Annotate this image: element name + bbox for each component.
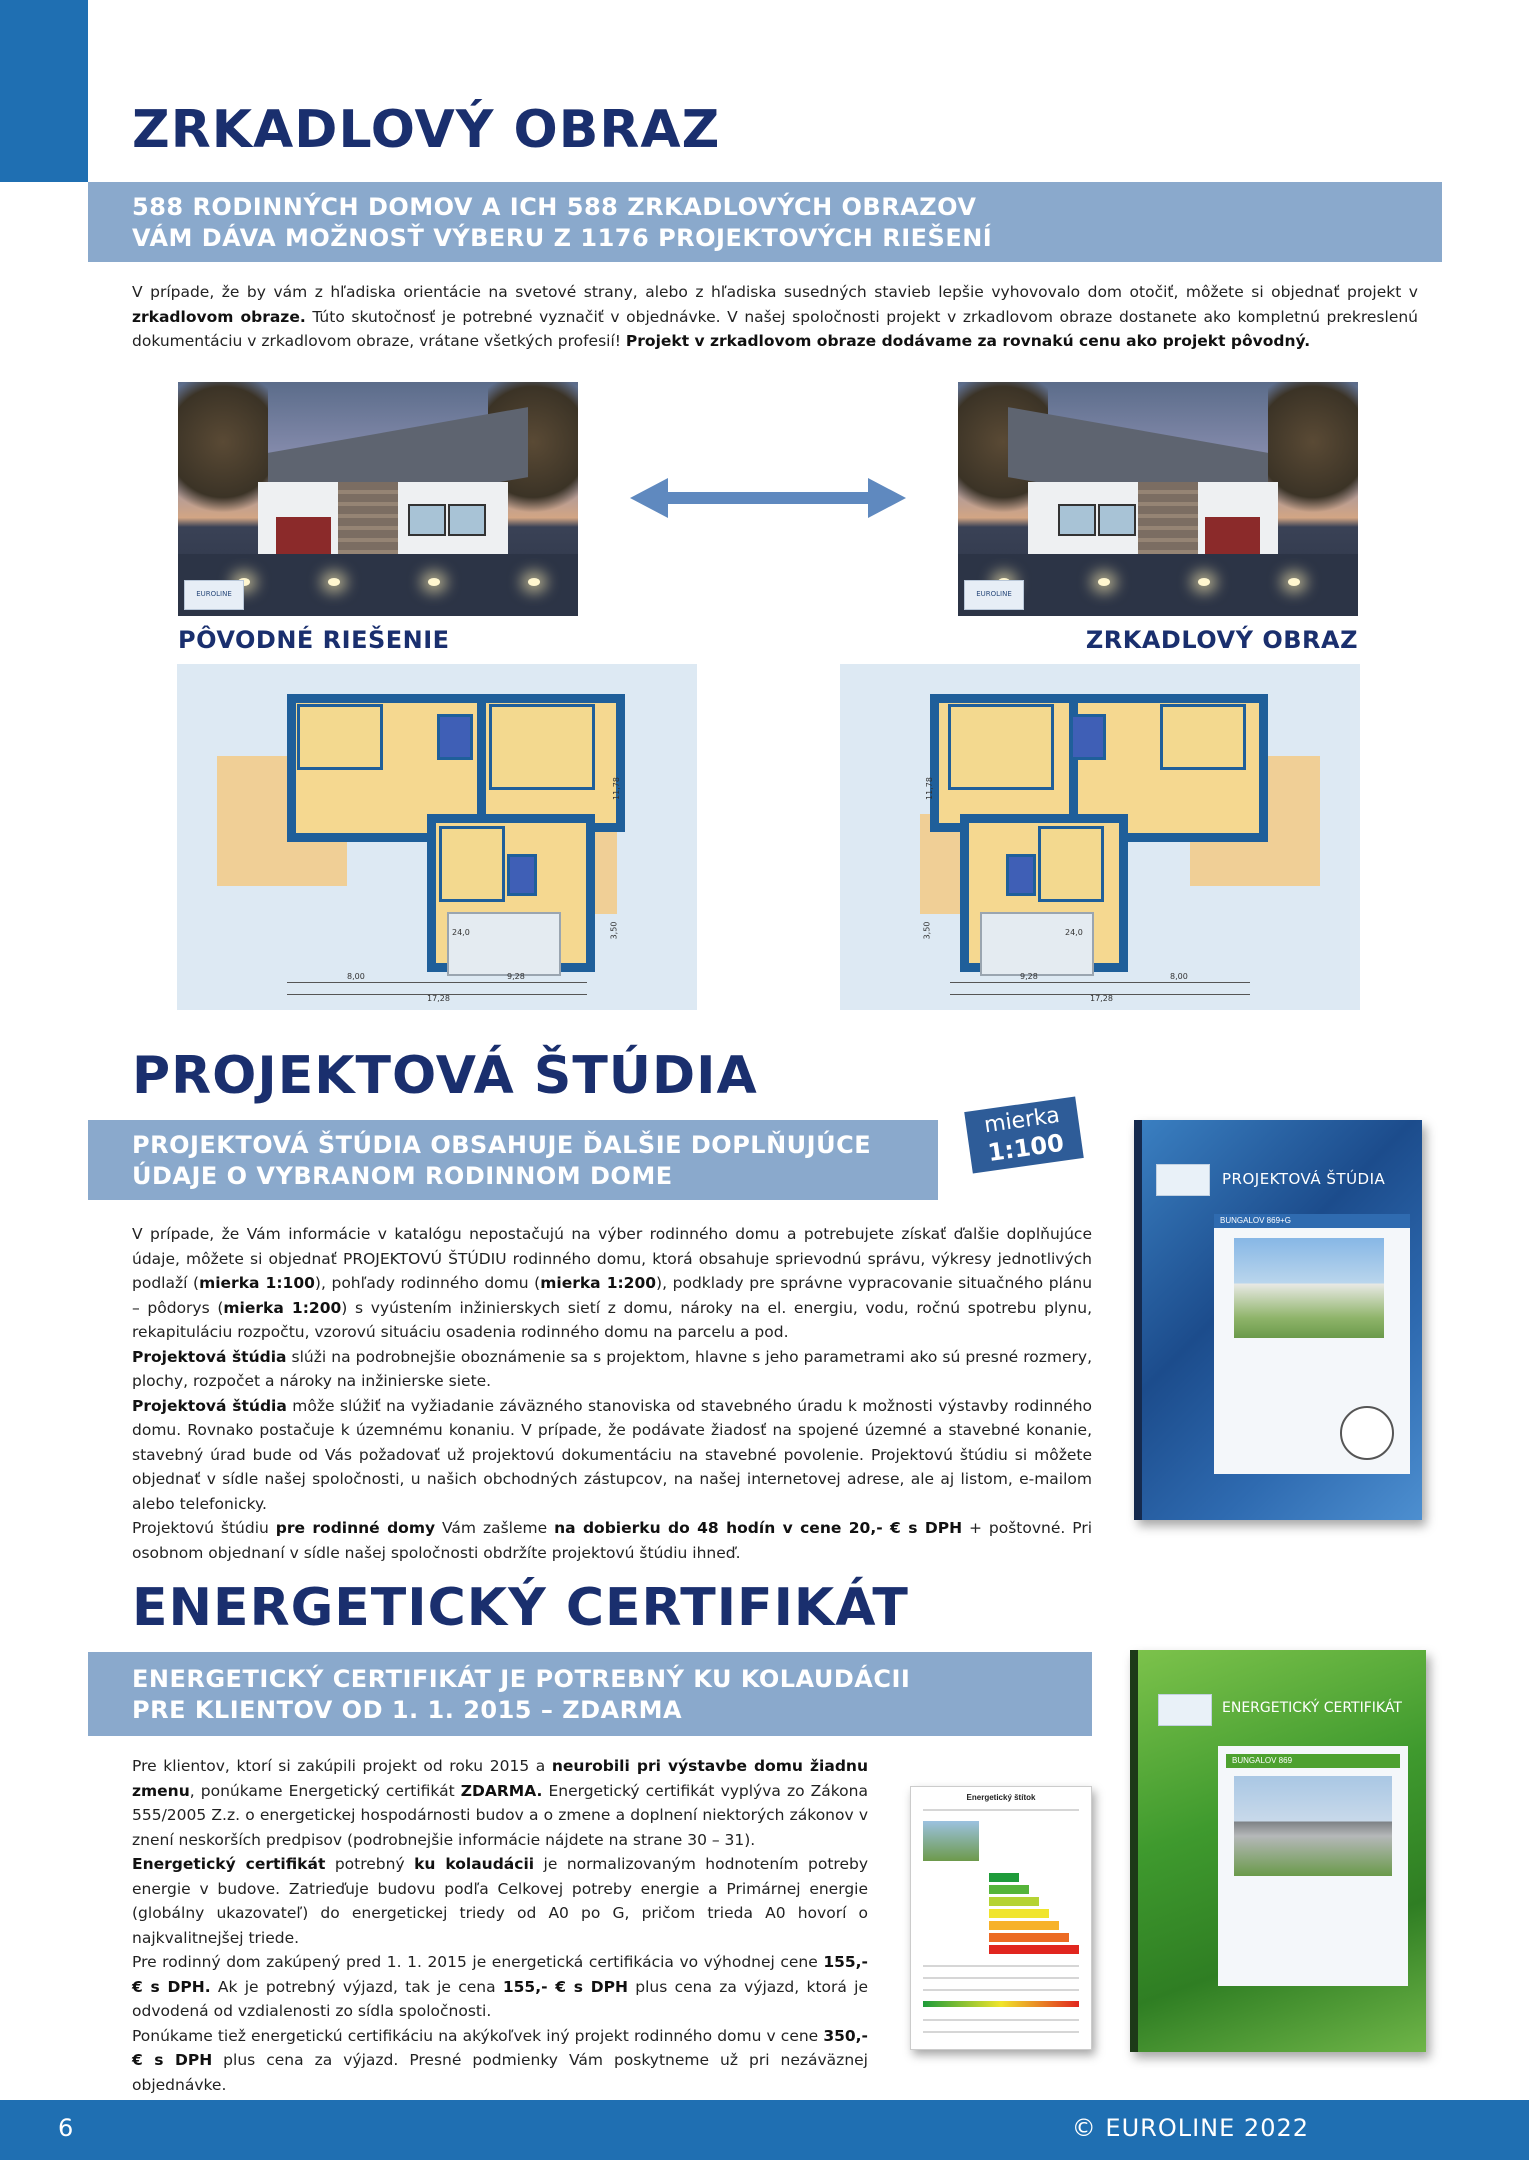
energy-cover-card-title: BUNGALOV 869 [1226, 1754, 1400, 1768]
energy-sheet-title: Energetický štítok [966, 1793, 1036, 1802]
study-subtitle-band [88, 1120, 938, 1200]
euroline-logo [1156, 1164, 1210, 1196]
study-paragraphs: V prípade, že Vám informácie v katalógu nepostačujú na výber rodinného domu a potrebujete získať ďalšie doplňujúce údaje, môžete si objednať PROJEKTOVÚ ŠTÚDIU rodinného domu, ktorá obsahuje sprievodnú správu, výkresy jednotlivých podlaží (mierka 1:100), pohľady rodinného domu (mierka 1:200), podklady pre správne vypracovanie situačného plánu – pôdorys (mierka 1:200) s vyústením inžinierskych sietí z domu, nároky na el. energiu, vodu, ročnú spotrebu plynu, rekapituláciu rozpočtu, vzorovú situáciu osadenia rodinného domu na parcelu a pod. Projektová štúdia slúži na podrobnejšie oboznámenie sa s projektom, hlavne s jeho parametrami ako sú presné rozmery, plochy, rozpočet a nároky na inžinierske siete. Projektová štúdia môže slúžiť na vyžiadanie záväzného stanoviska od stavebného úradu k možnosti výstavby rodinného domu. Rovnako postačuje k územnému konaniu. V prípade, že podávate žiadosť na spojené územné a stavebné konanie, stavebný úrad bude od Vás požadovať už projektovú dokumentáciu na stavebné povolenie. Projektovú štúdiu si môžete objednať v sídle našej spoločnosti, u našich obchodných zástupcov, na našej internetovej adrese, ale aj listom, e-mailom alebo telefonicky. Projektovú štúdiu pre rodinné domy Vám zašleme na dobierku do 48 hodín v cene 20,- € s DPH + poštovné. Pri osobnom objednaní v sídle našej spoločnosti obdržíte projektovú štúdiu ihneď. [132, 1225, 1093, 1562]
energy-cover-title: ENERGETICKÝ CERTIFIKÁT [1222, 1700, 1402, 1716]
page-footer [0, 2100, 1529, 2160]
study-section-title: PROJEKTOVÁ ŠTÚDIA [132, 1046, 758, 1106]
study-band-line-1: PROJEKTOVÁ ŠTÚDIA OBSAHUJE ĎALŠIE DOPLŇUJÚCE [132, 1131, 872, 1159]
mirror-subtitle-band [88, 182, 1442, 262]
corner-accent-block [0, 0, 88, 182]
euroline-logo: EUROLINE [964, 580, 1024, 610]
energy-label-sheet-image [910, 1786, 1092, 2050]
energy-band-line-2: PRE KLIENTOV OD 1. 1. 2015 – ZDARMA [132, 1696, 683, 1724]
study-cover-image [1134, 1120, 1422, 1520]
floor-plan-original: 8,00 9,28 17,28 11,78 3,50 24,0 [177, 664, 697, 1010]
energy-certificate-cover-image [1130, 1650, 1426, 2052]
energy-subtitle-band [88, 1652, 1092, 1736]
energy-paragraphs: Pre klientov, ktorí si zakúpili projekt od roku 2015 a neurobili pri výstavbe domu žiadnu zmenu, ponúkame Energetický certifikát ZDARMA. Energetický certifikát vyplýva zo Zákona 555/2005 Z.z. o energetickej hospodárnosti budov a o zmene a doplnení niektorých zákonov v znení neskorších predpisov (podrobnejšie informácie nájdete na strane 30 – 31). Energetický certifikát potrebný ku kolaudácii je normalizovaným hodnotením potreby energie v budove. Zatrieďuje budovu podľa Celkovej potreby energie a Primárnej energie (globálny ukazovateľ) do energetickej triedy od A0 po G, pričom trieda A0 hovorí o najkvalitnejšej triede. Pre rodinný dom zakúpený pred 1. 1. 2015 je energetická certifikácia vo výhodnej cene 155,- € s DPH. Ak je potrebný výjazd, tak je cena 155,- € s DPH plus cena za výjazd, ktorá je odvodená od vzdialenosti zo sídla spoločnosti. Ponúkame tiež energetickú certifikáciu na akýkoľvek iný projekt rodinného domu v cene 350,- € s DPH plus cena za výjazd. Presné podmienky Vám poskytneme už pri nezáväznej objednávke. [132, 1757, 868, 2094]
euroline-logo [1158, 1694, 1212, 1726]
house-photo-original [178, 382, 578, 616]
mirror-band-line-1: 588 RODINNÝCH DOMOV A ICH 588 ZRKADLOVÝCH OBRAZOV [132, 193, 977, 221]
caption-original-solution: PÔVODNÉ RIEŠENIE [178, 626, 450, 654]
energy-band-line-1: ENERGETICKÝ CERTIFIKÁT JE POTREBNÝ KU KOLAUDÁCII [132, 1665, 911, 1693]
scale-badge: mierka 1:100 [964, 1097, 1084, 1174]
page-number: 6 [58, 2114, 74, 2142]
stamp-seal-icon [1340, 1406, 1394, 1460]
energy-section-title: ENERGETICKÝ CERTIFIKÁT [132, 1578, 909, 1638]
copyright-notice: © EUROLINE 2022 [1071, 2114, 1309, 2142]
floor-plan-mirrored: 9,28 8,00 17,28 11,78 3,50 24,0 [840, 664, 1360, 1010]
study-cover-card-title: BUNGALOV 869+G [1214, 1214, 1410, 1228]
house-photo-mirrored [958, 382, 1358, 616]
mirror-band-line-2: VÁM DÁVA MOŽNOSŤ VÝBERU Z 1176 PROJEKTOVÝCH RIEŠENÍ [132, 224, 993, 252]
mirror-paragraph: V prípade, že by vám z hľadiska orientácie na svetové strany, alebo z hľadiska susedných stavieb lepšie vyhovovalo dom otočiť, môžete si objednať projekt v zrkadlovom obraze. Túto skutočnosť je potrebné vyznačiť v objednávke. V našej spoločnosti projekt v zrkadlovom obraze dostanete ako kompletnú prekreslenú dokumentáciu v zrkadlovom obraze, vrátane všetkých profesií! Projekt v zrkadlovom obraze dodávame za rovnakú cenu ako projekt pôvodný. [132, 283, 1419, 350]
mirror-section-title: ZRKADLOVÝ OBRAZ [132, 100, 721, 160]
study-band-line-2: ÚDAJE O VYBRANOM RODINNOM DOME [132, 1162, 673, 1190]
euroline-logo: EUROLINE [184, 580, 244, 610]
study-cover-title: PROJEKTOVÁ ŠTÚDIA [1222, 1170, 1386, 1188]
caption-mirror-image: ZRKADLOVÝ OBRAZ [1085, 626, 1358, 654]
double-arrow-icon [630, 478, 906, 518]
